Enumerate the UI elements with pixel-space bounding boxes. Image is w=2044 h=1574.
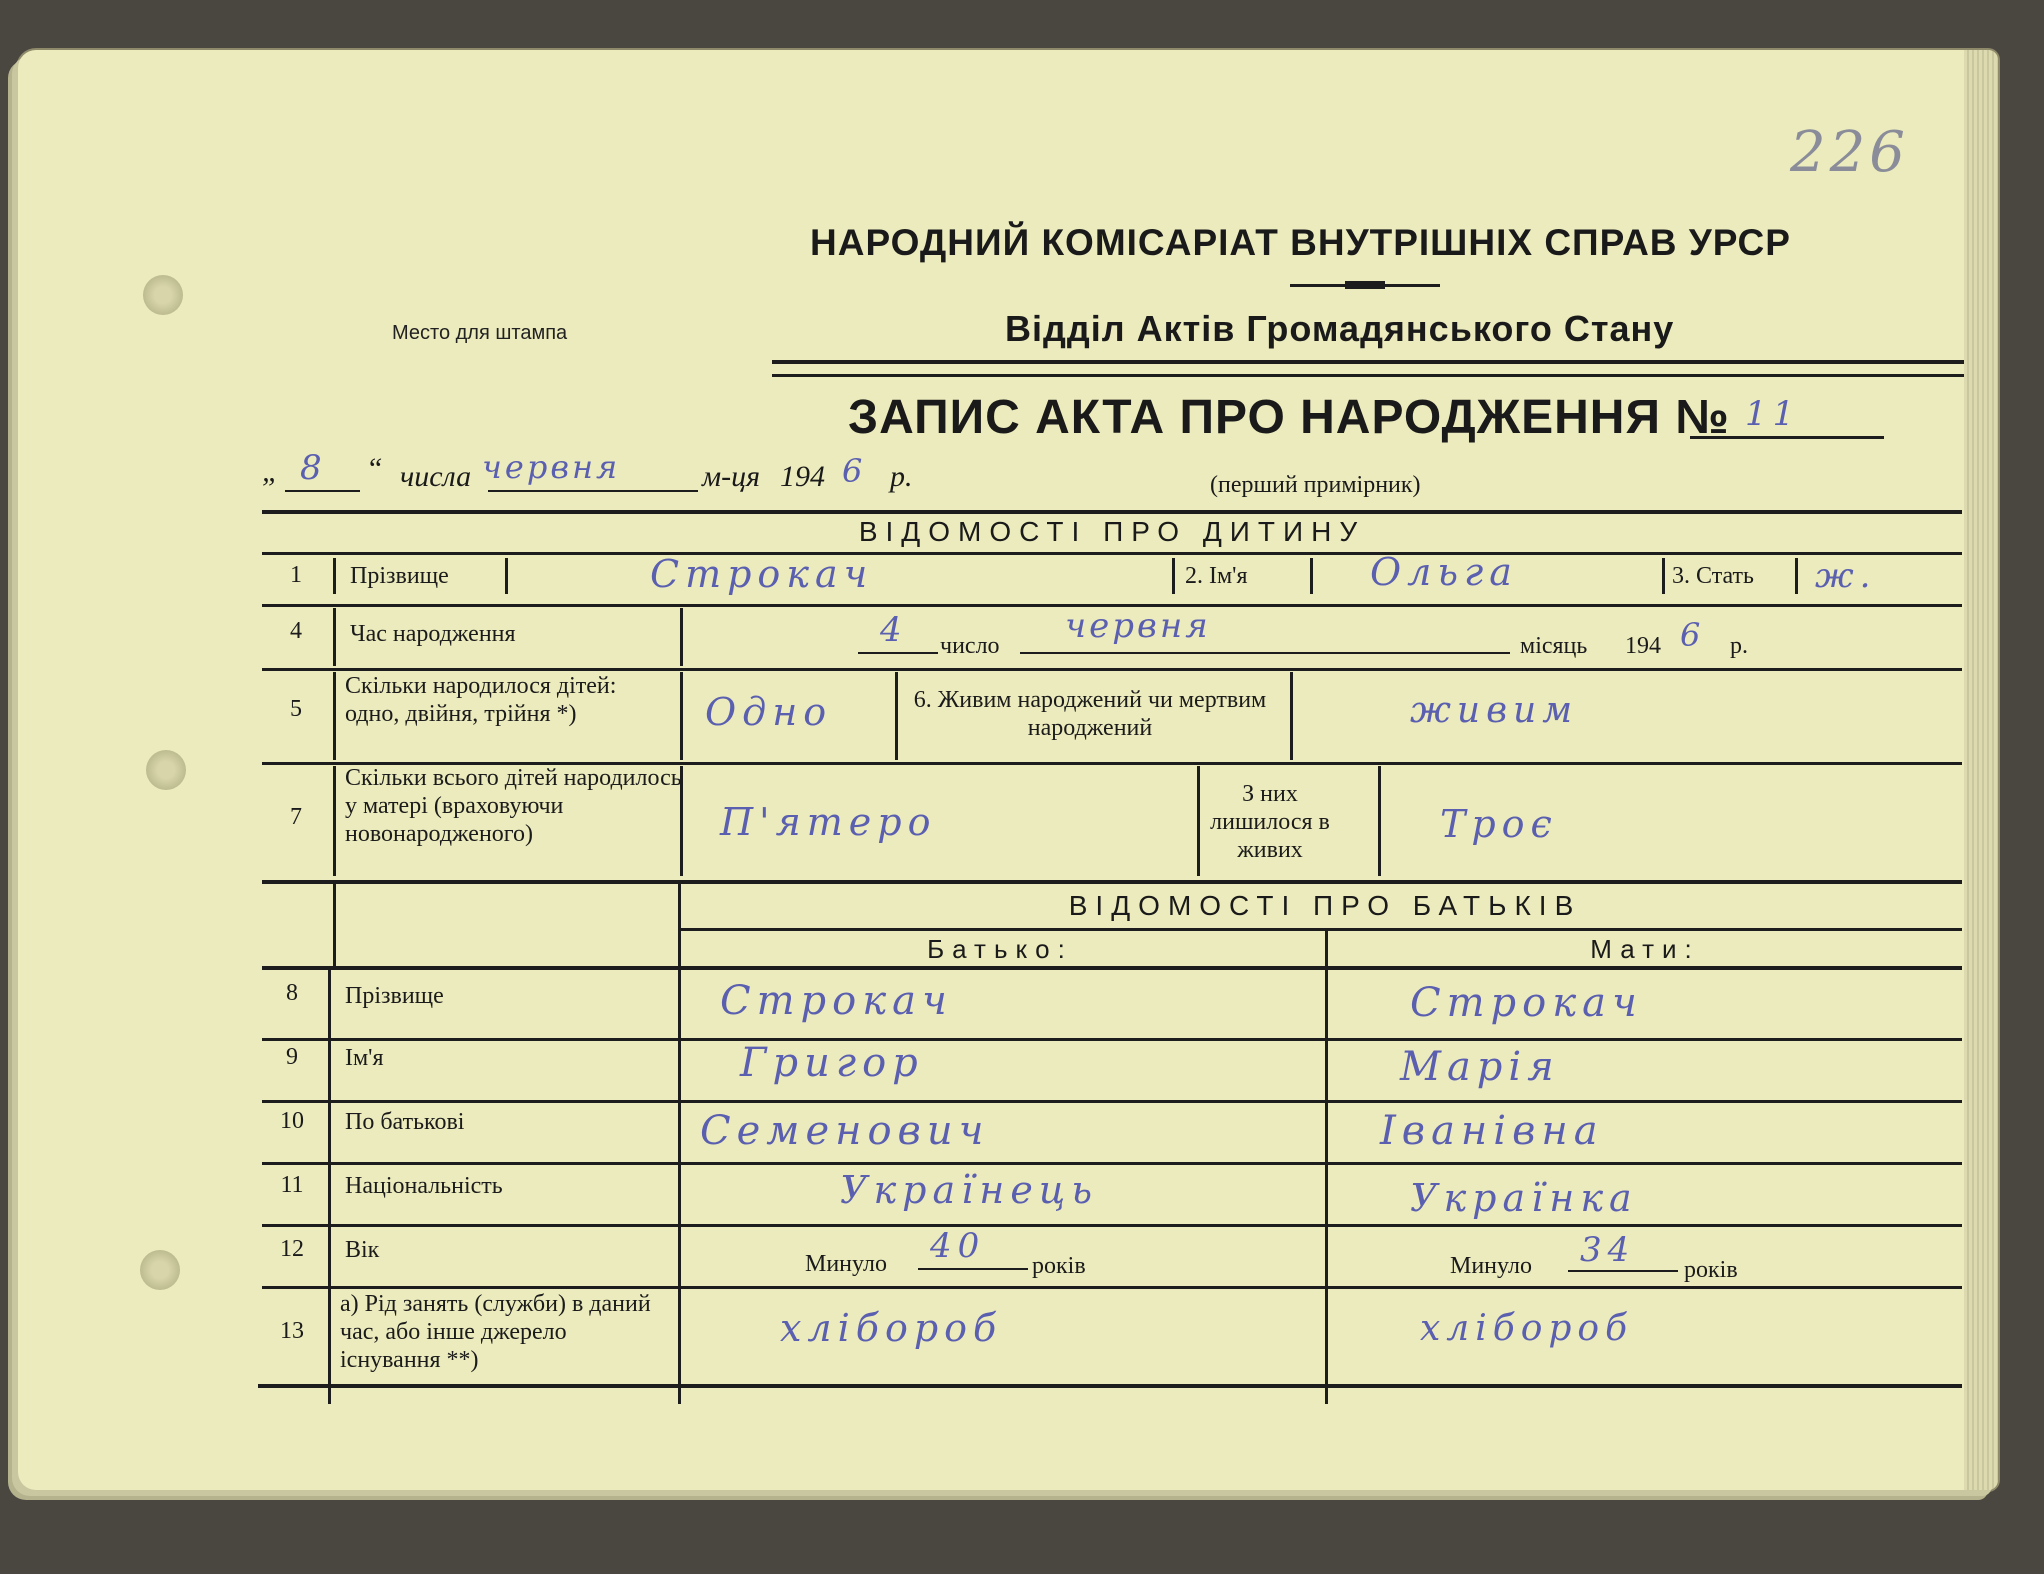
record-title: ЗАПИС АКТА ПРО НАРОДЖЕННЯ №	[848, 391, 1730, 444]
mother-age: 34	[1580, 1230, 1636, 1270]
patronymic-label: По батькові	[345, 1109, 465, 1135]
day-word: число	[940, 633, 1000, 659]
row-number: 13	[280, 1318, 304, 1344]
row-rule	[262, 1286, 1962, 1289]
quote-open: „	[262, 455, 279, 488]
month-word: м-ця	[702, 460, 761, 493]
bottom-rule	[258, 1384, 1962, 1388]
row-rule	[262, 1224, 1962, 1227]
mother-age-prefix: Минуло	[1450, 1253, 1532, 1279]
row-rule	[262, 1162, 1962, 1165]
header-rule	[772, 360, 1964, 364]
col-rule	[680, 608, 683, 666]
col-rule	[333, 608, 336, 666]
survived: Троє	[1440, 802, 1558, 846]
col-rule	[1325, 930, 1328, 1404]
day-word: числа	[400, 460, 472, 493]
col-rule	[1197, 766, 1200, 876]
mother-age-suffix: років	[1684, 1257, 1738, 1283]
page-stack-edge	[1964, 50, 1998, 1490]
father-heading: Батько:	[927, 934, 1073, 964]
father-occupation: хлібороб	[780, 1306, 1003, 1350]
child-section-heading: ВІДОМОСТІ ПРО ДИТИНУ	[858, 516, 1366, 547]
col-rule	[1795, 558, 1798, 594]
mother-surname: Строкач	[1410, 980, 1643, 1026]
occupation-label: а) Рід занять (служби) в даний час, або інше джерело існування **)	[340, 1291, 651, 1373]
section-rule	[262, 510, 1962, 514]
total-children-label: Скільки всього дітей народилось у матері (враховуючи новонародженого)	[345, 765, 682, 847]
father-name: Григор	[740, 1040, 924, 1086]
row-number: 10	[280, 1108, 304, 1134]
col-rule	[680, 766, 683, 876]
father-age-suffix: років	[1032, 1253, 1086, 1279]
fill-line	[858, 652, 938, 654]
col-rule	[678, 884, 681, 1404]
mother-heading: Мати:	[1590, 934, 1700, 964]
children-born-label: Скільки народилося дітей: одно, двійня, трійня *)	[345, 673, 617, 727]
row-number: 7	[290, 804, 302, 830]
nationality-label: Національність	[345, 1173, 503, 1199]
row-rule	[680, 928, 1962, 931]
surname-label: Прізвище	[350, 563, 449, 589]
department-title: Відділ Актів Громадянського Стану	[1005, 308, 1675, 349]
col-rule	[680, 672, 683, 760]
col-rule	[333, 884, 336, 966]
child-surname: Строкач	[650, 552, 874, 596]
binding-hole	[146, 750, 186, 790]
registration-day: 8	[300, 448, 328, 488]
month-word: місяць	[1520, 633, 1588, 659]
fill-line	[1568, 1270, 1678, 1272]
section-rule	[262, 880, 1962, 884]
stamp-place-label: Место для штампа	[392, 322, 568, 344]
row-number: 12	[280, 1236, 304, 1262]
birth-month: червня	[1065, 606, 1211, 646]
copy-note: (перший примірник)	[1210, 472, 1421, 498]
registration-month: червня	[482, 448, 621, 486]
row-number: 8	[286, 980, 298, 1006]
mother-name: Марія	[1400, 1044, 1560, 1090]
year-prefix: 194	[1625, 633, 1661, 659]
age-label: Вік	[345, 1237, 380, 1263]
fill-line	[488, 490, 698, 492]
mother-nationality: Українка	[1410, 1176, 1638, 1220]
birth-day: 4	[880, 610, 908, 650]
parent-surname-label: Прізвище	[345, 983, 444, 1009]
record-number-line	[1690, 436, 1884, 439]
col-rule	[505, 558, 508, 594]
col-rule	[1378, 766, 1381, 876]
fill-line	[1020, 652, 1510, 654]
born-alive-label: 6. Живим народжений чи мертвим народжений	[913, 687, 1267, 741]
binding-hole	[140, 1250, 180, 1290]
quote-close: “	[366, 452, 383, 485]
total-children: П'ятеро	[720, 800, 937, 844]
mother-patronymic: Іванівна	[1380, 1108, 1604, 1154]
col-rule	[328, 970, 331, 1404]
birth-year-digit: 6	[1680, 616, 1707, 654]
page-number: 226	[1790, 120, 1909, 185]
parent-name-label: Ім'я	[345, 1045, 384, 1071]
row-number: 5	[290, 696, 302, 722]
header-rule	[772, 374, 1964, 377]
col-rule	[1662, 558, 1665, 594]
col-rule	[895, 672, 898, 760]
born-alive: живим	[1410, 690, 1579, 731]
year-suffix: р.	[1730, 633, 1748, 659]
parents-section-heading: ВІДОМОСТІ ПРО БАТЬКІВ	[1068, 890, 1582, 921]
row-number: 1	[290, 562, 302, 588]
row-rule	[262, 668, 1962, 671]
survived-label: З них лишилося в живих	[1210, 781, 1330, 863]
children-born: Одно	[705, 690, 833, 734]
row-number: 9	[286, 1044, 298, 1070]
year-digit: 6	[842, 452, 869, 490]
section-rule	[262, 966, 1962, 970]
fill-line	[285, 490, 360, 492]
row-rule	[262, 552, 1962, 555]
row-rule	[262, 1038, 1962, 1041]
father-age-prefix: Минуло	[805, 1251, 887, 1277]
row-number: 11	[280, 1172, 304, 1198]
binding-hole	[143, 275, 183, 315]
row-rule	[262, 1100, 1962, 1103]
record-number: 11	[1745, 394, 1801, 434]
name-label: 2. Ім'я	[1185, 563, 1248, 589]
father-age: 40	[930, 1226, 986, 1266]
col-rule	[333, 766, 336, 876]
father-surname: Строкач	[720, 978, 953, 1024]
row-number: 4	[290, 618, 302, 644]
birth-time-label: Час народження	[350, 621, 516, 647]
divider	[1345, 281, 1385, 289]
year-suffix: р.	[890, 460, 913, 493]
fill-line	[918, 1268, 1028, 1270]
year-prefix: 194	[780, 460, 825, 493]
col-rule	[1172, 558, 1175, 594]
father-patronymic: Семенович	[700, 1108, 990, 1154]
col-rule	[1310, 558, 1313, 594]
father-nationality: Українець	[840, 1168, 1099, 1212]
mother-occupation: хлібороб	[1420, 1308, 1634, 1349]
ministry-title: НАРОДНИЙ КОМІСАРІАТ ВНУТРІШНІХ СПРАВ УРСР	[810, 222, 1791, 263]
col-rule	[333, 672, 336, 760]
col-rule	[1290, 672, 1293, 760]
sex-label: 3. Стать	[1672, 563, 1754, 589]
child-sex: ж.	[1815, 556, 1877, 596]
col-rule	[333, 558, 336, 594]
child-name: Ольга	[1370, 550, 1518, 594]
